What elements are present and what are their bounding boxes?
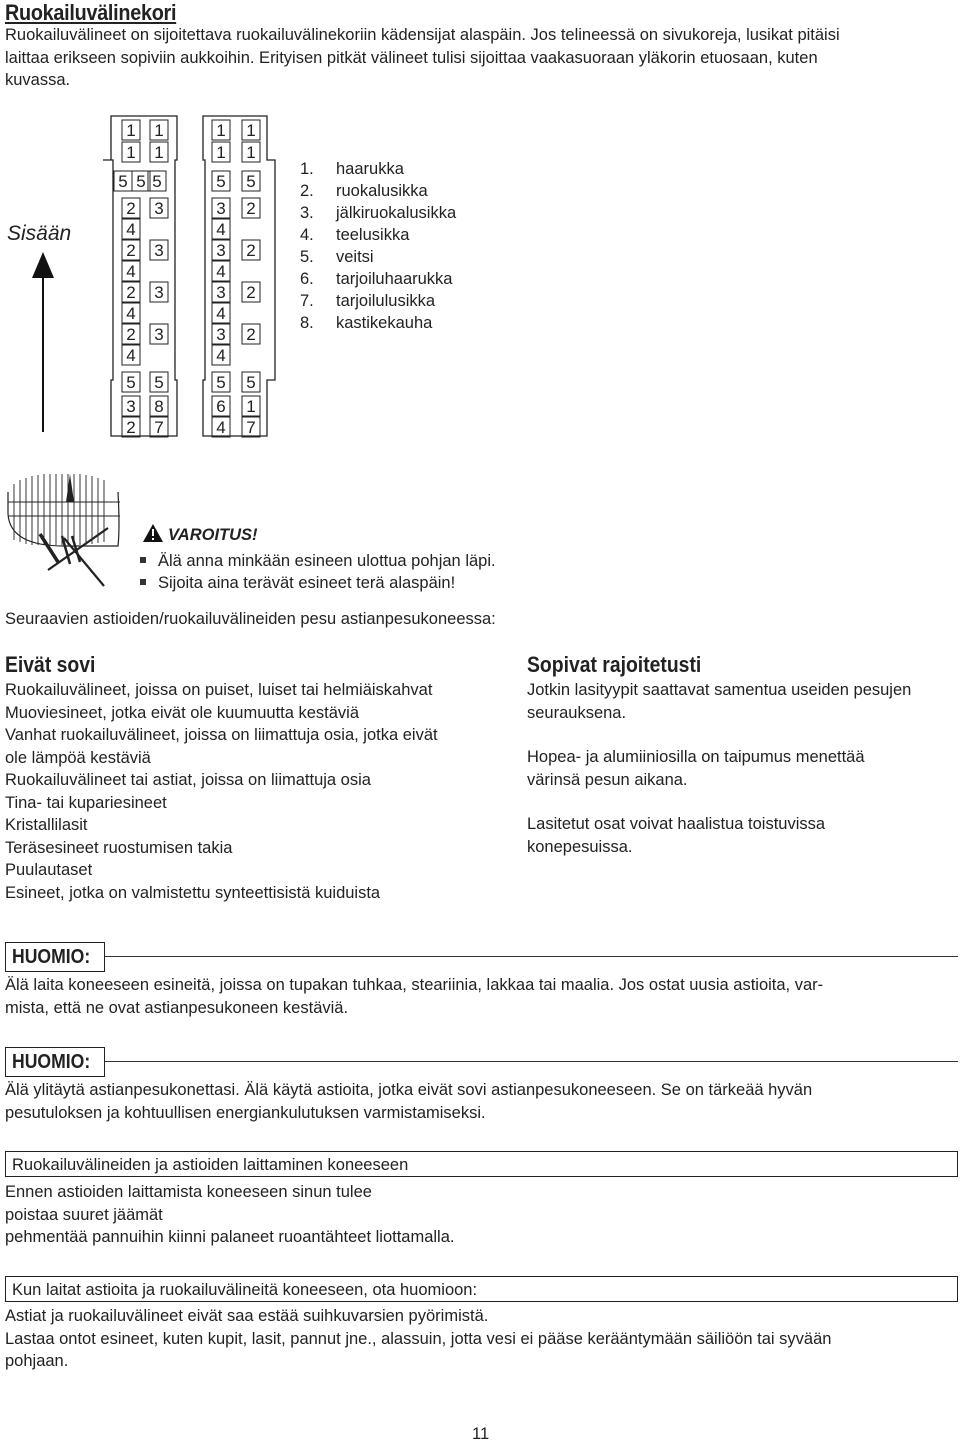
intro-line: kuvassa. <box>5 71 71 89</box>
limited-paragraph: Hopea- ja alumiiniosilla on taipumus menettää värinsä pesun aikana. <box>527 748 865 789</box>
basket-slot-left: 4 <box>126 346 136 365</box>
limited-paragraph: Jotkin lasityypit saattavat samentua useiden pesujen seurauksena. <box>527 681 912 722</box>
basket-slot-right: 3 <box>216 241 226 260</box>
basket-slot-left: 1 <box>126 143 136 162</box>
warning-list <box>140 550 496 594</box>
basket-slot-right: 1 <box>246 397 256 416</box>
basket-slot-right: 1 <box>246 121 256 140</box>
cutlery-basket-diagram <box>95 112 280 440</box>
basket-slot-right: 5 <box>246 373 256 392</box>
list-item: Teräsesineet ruostumisen takia <box>5 838 233 857</box>
legend-item: 1. haarukka <box>300 160 404 178</box>
warning-item: Sijoita aina terävät esineet terä alaspäin! <box>140 572 496 594</box>
notice-label: HUOMIO: <box>5 1047 105 1077</box>
basket-slot-right: 2 <box>246 241 256 260</box>
basket-slot-left: 4 <box>126 304 136 323</box>
basket-slot-left: 4 <box>126 220 136 239</box>
basket-slot-right: 5 <box>216 373 226 392</box>
basket-slot-right: 4 <box>216 262 226 281</box>
basket-slot-left: 7 <box>154 418 164 437</box>
list-item: Puulautaset <box>5 861 93 879</box>
knife-through-basket-illustration <box>4 470 124 600</box>
basket-slot-left: 2 <box>126 241 136 260</box>
intro-line: Ruokailuvälineet on sijoitettava ruokailuvälinekoriin kädensijat alaspäin. Jos telineessä on sivukoreja, lusikat pitäisi <box>5 26 840 44</box>
basket-slot-left: 2 <box>126 283 136 302</box>
section-title: Kun laitat astioita ja ruokailuvälineitä koneeseen, ota huomioon: <box>5 1276 958 1302</box>
legend-item: 8. kastikekauha <box>300 314 433 332</box>
basket-slot-left: 1 <box>154 143 164 162</box>
basket-slot-left: 3 <box>154 241 164 260</box>
notice-text: Älä ylitäytä astianpesukonettasi. Älä käytä astioita, jotka eivät sovi astianpesukoneeseen. Se on tärkeää hyvän pesutuloksen ja kohtuullisen energiankulutuksen varmistamiseksi. <box>5 1081 813 1122</box>
not-suitable-heading: Eivät sovi <box>5 652 96 677</box>
basket-slot-left: 3 <box>126 397 136 416</box>
basket-slot-right: 4 <box>216 346 226 365</box>
legend-item: 4. teelusikka <box>300 226 410 244</box>
basket-slot-left: 4 <box>126 262 136 281</box>
list-item: Muoviesineet, jotka eivät ole kuumuutta kestäviä <box>5 703 360 722</box>
direction-label: Sisään <box>7 222 72 245</box>
notice-text: Älä laita koneeseen esineitä, joissa on tupakan tuhkaa, steariinia, lakkaa tai maalia. Jos ostat uusia astioita, var- mista, että ne ovat astianpesukoneen kestäviä. <box>5 976 824 1017</box>
warning-item: Älä anna minkään esineen ulottua pohjan läpi. <box>140 550 496 572</box>
basket-slot-right: 4 <box>216 220 226 239</box>
list-item: Vanhat ruokailuvälineet, joissa on liimattuja osia, jotka eivät <box>5 726 438 744</box>
section-title: Ruokailuvälineiden ja astioiden laittaminen koneeseen <box>5 1151 958 1177</box>
warning-title: VAROITUS! <box>168 526 258 544</box>
basket-slot-right: 2 <box>246 283 256 302</box>
basket-slot-left: 8 <box>154 397 164 416</box>
basket-slot-right: 1 <box>216 143 226 162</box>
list-item: Ruokailuvälineet, joissa on puiset, luiset tai helmiäiskahvat <box>5 681 433 699</box>
basket-slot-right: 5 <box>246 172 256 191</box>
list-item: Ruokailuvälineet tai astiat, joissa on liimattuja osia <box>5 771 371 789</box>
list-item: Tina- tai kupariesineet <box>5 793 167 812</box>
page-number: 11 <box>472 1425 490 1443</box>
basket-slot-right: 1 <box>216 121 226 140</box>
basket-slot-left: 5 <box>126 373 136 392</box>
basket-slot-right: 2 <box>246 325 256 344</box>
notice-label: HUOMIO: <box>5 942 105 972</box>
warning-triangle-icon <box>142 523 164 543</box>
basket-slot-left: 5 <box>154 373 164 392</box>
basket-slot-right: 3 <box>216 325 226 344</box>
cutlery-legend <box>300 158 456 334</box>
section-text: Ennen astioiden laittamista koneeseen sinun tulee poistaa suuret jäämät pehmentää pannuihin kiinni palaneet ruoantähteet liottamalla. <box>5 1183 455 1246</box>
basket-slot-left: 3 <box>154 283 164 302</box>
divider <box>5 956 958 957</box>
basket-slot-left: 5 <box>152 172 162 191</box>
basket-slot-right: 4 <box>216 304 226 323</box>
legend-item: 6. tarjoiluhaarukka <box>300 270 453 288</box>
page-title: Ruokailuvälinekori <box>5 0 177 25</box>
arrow-up-icon <box>28 248 58 433</box>
following-text: Seuraavien astioiden/ruokailuvälineiden pesu astianpesukoneessa: <box>5 610 496 628</box>
legend-item: 7. tarjoilulusikka <box>300 292 436 310</box>
basket-slot-left: 2 <box>126 199 136 218</box>
basket-slot-right: 3 <box>216 199 226 218</box>
basket-slot-right: 6 <box>216 397 226 416</box>
basket-slot-right: 2 <box>246 199 256 218</box>
basket-slot-left: 3 <box>154 325 164 344</box>
limited-heading: Sopivat rajoitetusti <box>527 652 702 677</box>
basket-slot-left: 3 <box>154 199 164 218</box>
intro-line: laittaa erikseen sopiviin aukkoihin. Erityisen pitkät välineet tulisi sijoittaa vaakasuoraan yläkorin etuosaan, kuten <box>5 48 818 67</box>
divider <box>5 1061 958 1062</box>
not-suitable-list <box>5 679 438 904</box>
basket-slot-left: 5 <box>136 172 146 191</box>
intro-text <box>5 24 955 92</box>
basket-slot-left: 1 <box>154 121 164 140</box>
list-item: Kristallilasit <box>5 816 88 834</box>
basket-slot-right: 3 <box>216 283 226 302</box>
list-item: Esineet, jotka on valmistettu synteettisistä kuiduista <box>5 883 381 902</box>
basket-slot-right: 7 <box>246 418 256 437</box>
basket-right-outline <box>203 116 275 436</box>
legend-item: 3. jälkiruokalusikka <box>300 204 457 222</box>
basket-slot-left: 1 <box>126 121 136 140</box>
limited-paragraph: Lasitetut osat voivat haalistua toistuvissa konepesuissa. <box>527 815 826 856</box>
basket-slot-left: 2 <box>126 418 136 437</box>
legend-item: 2. ruokalusikka <box>300 182 428 200</box>
basket-slot-right: 1 <box>246 143 256 162</box>
basket-slot-right: 4 <box>216 418 226 437</box>
basket-slot-left: 2 <box>126 325 136 344</box>
list-item: ole lämpöä kestäviä <box>5 748 151 767</box>
basket-slot-right: 5 <box>216 172 226 191</box>
basket-slot-left: 5 <box>118 172 128 191</box>
section-text: Astiat ja ruokailuvälineet eivät saa estää suihkuvarsien pyörimistä. Lastaa ontot esineet, kuten kupit, lasit, pannut jne., alassuin, jotta vesi ei pääse kerääntymään säiliöön tai syvään pohjaan. <box>5 1307 832 1370</box>
legend-item: 5. veitsi <box>300 248 374 266</box>
